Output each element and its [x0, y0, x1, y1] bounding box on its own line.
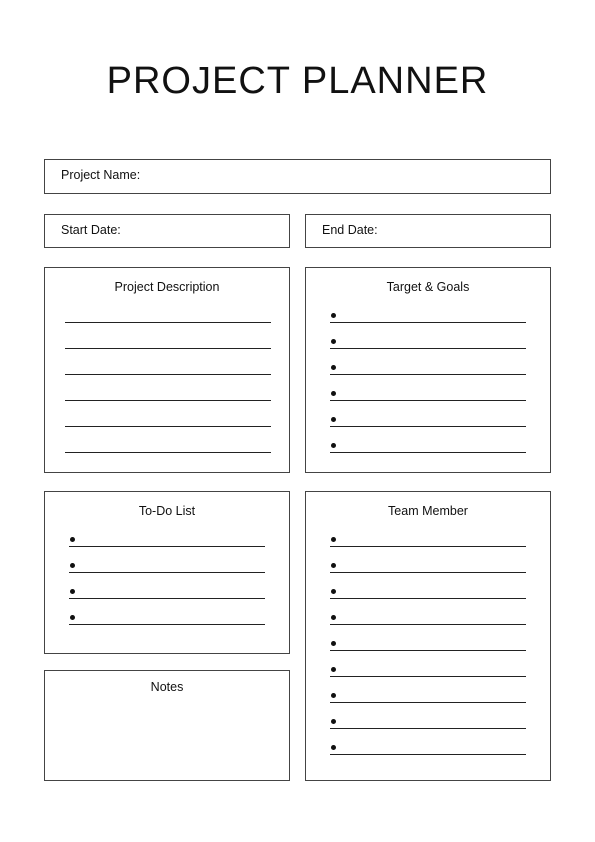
end-date-label: End Date:: [322, 223, 378, 237]
description-line[interactable]: [65, 374, 271, 375]
bullet-icon: [331, 339, 336, 344]
project-name-field[interactable]: [44, 159, 551, 194]
bullet-icon: [70, 537, 75, 542]
bullet-icon: [331, 417, 336, 422]
bullet-icon: [331, 615, 336, 620]
description-line[interactable]: [65, 452, 271, 453]
team-member-title: Team Member: [388, 504, 468, 518]
team-member-line[interactable]: [330, 676, 526, 677]
start-date-label: Start Date:: [61, 223, 121, 237]
bullet-icon: [331, 563, 336, 568]
start-date-field[interactable]: [44, 214, 290, 248]
bullet-icon: [331, 667, 336, 672]
bullet-icon: [331, 365, 336, 370]
goal-line[interactable]: [330, 348, 526, 349]
bullet-icon: [70, 563, 75, 568]
goal-line[interactable]: [330, 374, 526, 375]
bullet-icon: [331, 719, 336, 724]
team-member-line[interactable]: [330, 754, 526, 755]
project-name-label: Project Name:: [61, 168, 141, 182]
todo-list-box[interactable]: [44, 491, 290, 654]
description-line[interactable]: [65, 322, 271, 323]
todo-line[interactable]: [69, 598, 265, 599]
target-goals-box[interactable]: [305, 267, 551, 473]
description-line[interactable]: [65, 426, 271, 427]
todo-line[interactable]: [69, 624, 265, 625]
todo-line[interactable]: [69, 572, 265, 573]
goal-line[interactable]: [330, 400, 526, 401]
team-member-line[interactable]: [330, 598, 526, 599]
page-title: PROJECT PLANNER: [106, 60, 489, 102]
goal-line[interactable]: [330, 426, 526, 427]
team-member-line[interactable]: [330, 546, 526, 547]
description-line[interactable]: [65, 400, 271, 401]
bullet-icon: [70, 615, 75, 620]
target-goals-title: Target & Goals: [386, 280, 470, 294]
bullet-icon: [331, 313, 336, 318]
project-description-box[interactable]: [44, 267, 290, 473]
bullet-icon: [331, 693, 336, 698]
team-member-box[interactable]: [305, 491, 551, 781]
bullet-icon: [331, 589, 336, 594]
team-member-line[interactable]: [330, 728, 526, 729]
description-line[interactable]: [65, 348, 271, 349]
bullet-icon: [70, 589, 75, 594]
team-member-line[interactable]: [330, 650, 526, 651]
todo-line[interactable]: [69, 546, 265, 547]
goal-line[interactable]: [330, 322, 526, 323]
team-member-line[interactable]: [330, 572, 526, 573]
project-description-title: Project Description: [114, 280, 220, 294]
end-date-field[interactable]: [305, 214, 551, 248]
team-member-line[interactable]: [330, 624, 526, 625]
team-member-line[interactable]: [330, 702, 526, 703]
bullet-icon: [331, 537, 336, 542]
bullet-icon: [331, 391, 336, 396]
bullet-icon: [331, 443, 336, 448]
notes-box[interactable]: [44, 670, 290, 781]
notes-title: Notes: [150, 680, 184, 694]
todo-list-title: To-Do List: [138, 504, 196, 518]
bullet-icon: [331, 745, 336, 750]
bullet-icon: [331, 641, 336, 646]
goal-line[interactable]: [330, 452, 526, 453]
